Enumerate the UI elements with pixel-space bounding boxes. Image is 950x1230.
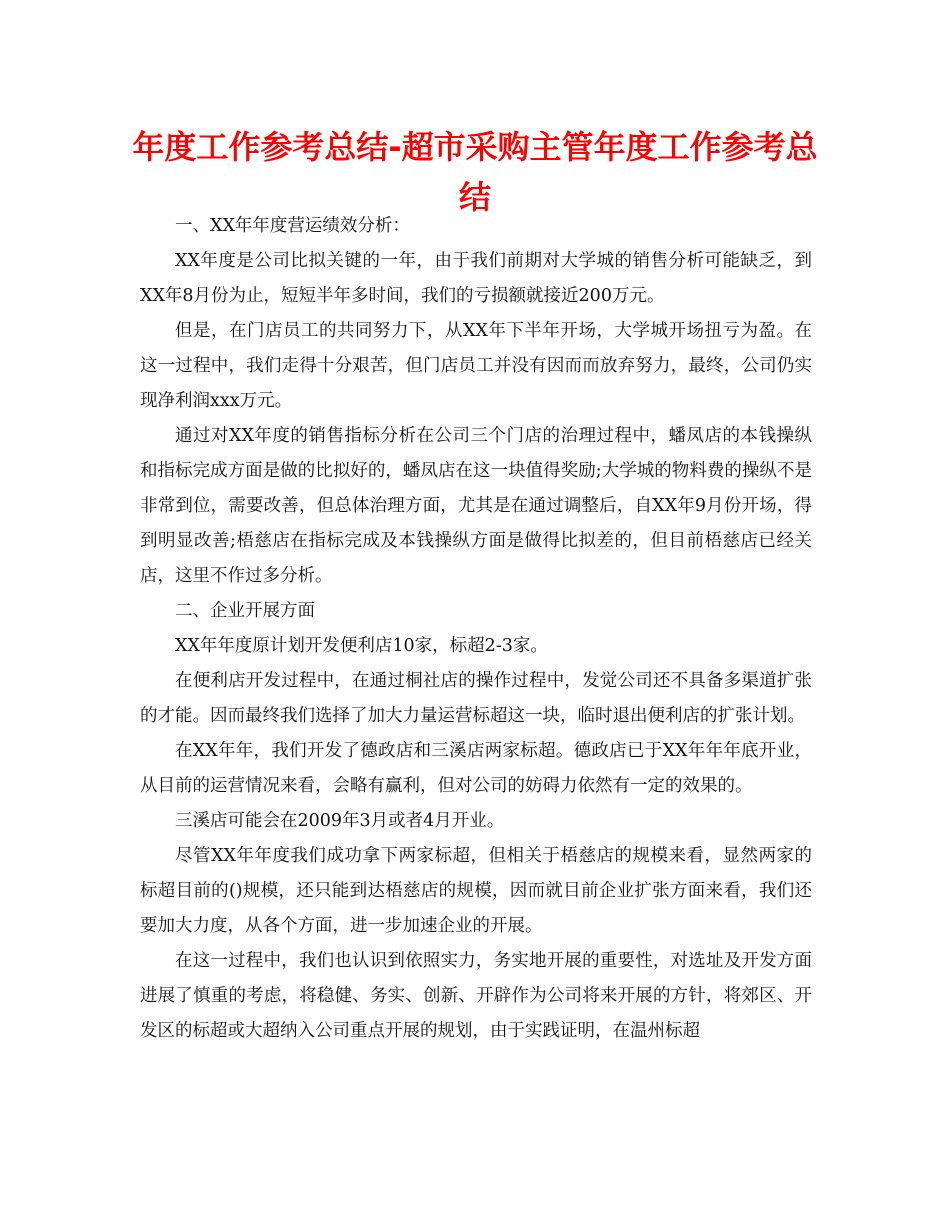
paragraph: 在便利店开发过程中，在通过桐社店的操作过程中，发觉公司还不具备多渠道扩张的才能。因而最终我们选择了加大力量运营标超这一块，临时退出便利店的扩张计划。 bbox=[140, 671, 812, 726]
section-heading-1: 一、XX年年度营运绩效分析： bbox=[175, 216, 410, 236]
paragraph: 在这一过程中，我们也认识到依照实力，务实地开展的重要性，对选址及开发方面进展了慎重的考虑，将稳健、务实、创新、开辟作为公司将来开展的方针，将郊区、开发区的标超或大超纳入公司重点开展的规划，由于实践证明，在温州标超 bbox=[140, 951, 812, 1041]
paragraph: 尽管XX年年度我们成功拿下两家标超，但相关于梧慈店的规模来看，显然两家的标超目前的()规模，还只能到达梧慈店的规模，因而就目前企业扩张方面来看，我们还要加大力度，从各个方面，进一步加速企业的开展。 bbox=[140, 846, 812, 936]
section-heading-2: 二、企业开展方面 bbox=[175, 601, 315, 621]
document-body bbox=[140, 209, 812, 1049]
paragraph: 三溪店可能会在2009年3月或者4月开业。 bbox=[175, 811, 505, 831]
paragraph: 但是，在门店员工的共同努力下，从XX年下半年开场，大学城开场扭亏为盈。在这一过程中，我们走得十分艰苦，但门店员工并没有因而而放弃努力，最终，公司仍实现净利润xxx万元。 bbox=[140, 321, 812, 411]
paragraph: 在XX年年，我们开发了德政店和三溪店两家标超。德政店已于XX年年年底开业，从目前的运营情况来看，会略有赢利，但对公司的妨碍力依然有一定的效果的。 bbox=[140, 741, 812, 796]
document-title: 年度工作参考总结-超市采购主管年度工作参考总结 bbox=[132, 128, 818, 216]
paragraph: 通过对XX年度的销售指标分析在公司三个门店的治理过程中，蟠凤店的本钱操纵和指标完成方面是做的比拟好的，蟠凤店在这一块值得奖励;大学城的物料费的操纵不是非常到位，需要改善，但总体治理方面，尤其是在通过调整后，自XX年9月份开场，得到明显改善;梧慈店在指标完成及本钱操纵方面是做得比拟差的，但目前梧慈店已经关店，这里不作过多分析。 bbox=[140, 426, 812, 586]
paragraph: XX年年度原计划开发便利店10家，标超2-3家。 bbox=[175, 636, 548, 656]
paragraph: XX年度是公司比拟关键的一年，由于我们前期对大学城的销售分析可能缺乏，到XX年8月份为止，短短半年多时间，我们的亏损额就接近200万元。 bbox=[140, 251, 812, 306]
